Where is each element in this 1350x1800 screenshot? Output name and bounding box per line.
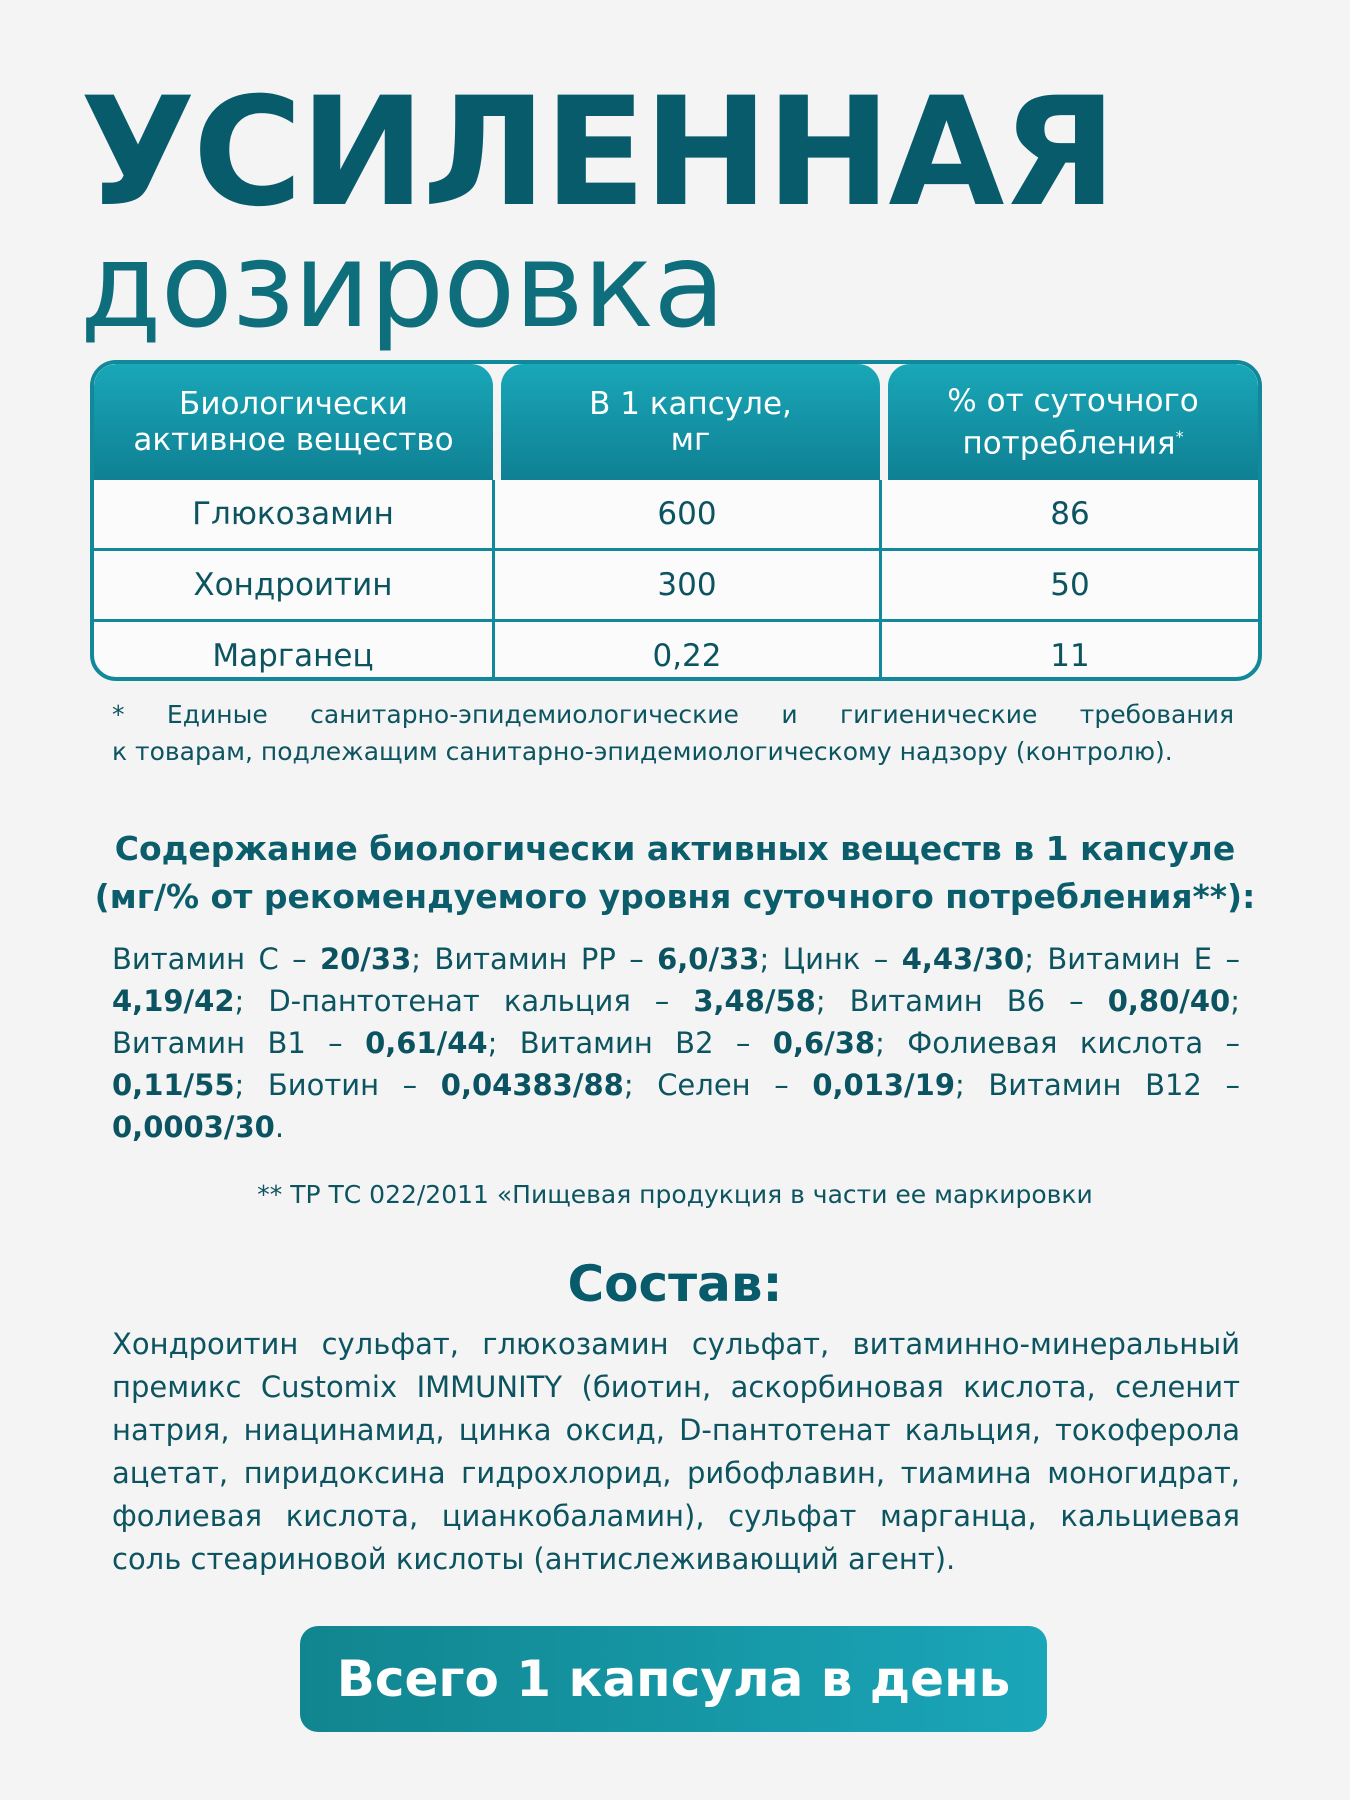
table-row <box>94 548 1258 619</box>
vitamin-value: 6,0/33 <box>657 942 760 976</box>
table-header-percent <box>888 364 1258 480</box>
headline-subtitle: дозировка <box>80 216 725 354</box>
header-line: Биологически <box>179 386 408 422</box>
vitamin-value: 0,11/55 <box>112 1068 235 1102</box>
table-header <box>94 364 1258 480</box>
vitamin-value: 4,19/42 <box>112 984 235 1018</box>
table-row <box>94 619 1258 681</box>
cell-mg: 300 <box>495 551 882 619</box>
vitamin-value: 0,013/19 <box>812 1068 956 1102</box>
vitamin-name: Витамин РР – <box>434 942 658 976</box>
vitamin-value: 3,48/58 <box>693 984 816 1018</box>
vitamin-value: 0,04383/88 <box>440 1068 624 1102</box>
table-row <box>94 480 1258 548</box>
headline <box>80 66 1114 354</box>
composition-title: Состав: <box>567 1255 783 1313</box>
vitamin-list: Витамин С – 20/33; Витамин РР – 6,0/33; Цинк – 4,43/30; Витамин Е – 4,19/42; D-пантотенат кальция – 3,48/58; Витамин В6 – 0,80/40; Витамин В1 – 0,61/44; Витамин В2 – 0,6/38; Фолиевая кислота – 0,11/55; Биотин – 0,04383/88; Селен – 0,013/19; Витамин В12 – 0,0003/30. <box>112 942 1241 1144</box>
vitamin-name: Фолиевая кислота – <box>907 1026 1241 1060</box>
composition-text: Хондроитин сульфат, глюкозамин сульфат, витаминно-минеральный премикс Customix IMMUNITY (биотин, аскорбиновая кислота, селенит натрия, ниацинамид, цинка оксид, D-пантотенат кальция, токоферола ацетат, пиридоксина гидрохлорид, рибофлавин, тиамина моногидрат, фолиевая кислота, цианкобаламин), сульфат марганца, кальциевая соль стеариновой кислоты (антислеживающий агент). <box>112 1327 1240 1576</box>
header-line: % от суточного <box>947 382 1199 419</box>
vitamin-value: 20/33 <box>319 942 412 976</box>
vitamin-value: 0,61/44 <box>365 1026 488 1060</box>
vitamin-name: Витамин Е – <box>1047 942 1241 976</box>
footnote-line: * Единые санитарно-эпидемиологические и гигиенические требования <box>112 700 1234 729</box>
vitamin-value: 0,6/38 <box>772 1026 876 1060</box>
vitamin-name: Витамин В6 – <box>849 984 1108 1018</box>
header-line: В 1 капсуле, <box>589 386 792 422</box>
vitamin-value: 0,0003/30 <box>112 1110 275 1144</box>
vitamin-value: 4,43/30 <box>901 942 1025 976</box>
vitamin-name: Биотин – <box>267 1068 441 1102</box>
cell-substance: Глюкозамин <box>94 480 495 548</box>
table-footnote <box>112 696 1234 770</box>
content-heading-line: Содержание биологически активных веществ в 1 капсуле <box>114 829 1236 868</box>
headline-title: УСИЛЕННАЯ <box>80 66 1114 240</box>
regulation-footnote: ** ТР ТС 022/2011 «Пищевая продукция в части ее маркировки <box>257 1180 1093 1209</box>
header-line: потребления <box>962 425 1176 462</box>
vitamin-name: Витамин В1 – <box>112 1026 366 1060</box>
vitamin-name: Витамин С – <box>112 942 320 976</box>
table-header-mg <box>501 364 880 480</box>
vitamin-name: Селен – <box>657 1068 813 1102</box>
table-body <box>94 480 1258 681</box>
vitamin-name: Витамин В12 – <box>988 1068 1240 1102</box>
footnote-line: к товарам, подлежащим санитарно-эпидемиологическому надзору (контролю). <box>112 737 1173 766</box>
cell-percent: 11 <box>1050 638 1090 674</box>
table-header-substance <box>94 364 493 480</box>
vitamin-name: Витамин В2 – <box>519 1026 773 1060</box>
header-line: мг <box>670 422 711 458</box>
cell-substance: Марганец <box>94 622 495 681</box>
footnote-marker: * <box>1175 426 1184 446</box>
vitamin-name: Цинк – <box>782 942 902 976</box>
content-heading <box>70 825 1280 921</box>
vitamin-name: D-пантотенат кальция – <box>268 984 694 1018</box>
header-line: активное вещество <box>133 422 454 458</box>
content-heading-line: (мг/% от рекомендуемого уровня суточного потребления**): <box>94 877 1256 916</box>
dosage-cta-button[interactable]: Всего 1 капсула в день <box>300 1626 1047 1732</box>
cell-percent: 86 <box>1050 496 1090 532</box>
vitamin-value: 0,80/40 <box>1107 984 1231 1018</box>
cell-mg: 600 <box>495 480 882 548</box>
cell-mg: 0,22 <box>495 622 882 681</box>
cell-substance: Хондроитин <box>94 551 495 619</box>
cell-percent: 50 <box>1050 567 1090 603</box>
nutrition-table <box>90 360 1262 681</box>
